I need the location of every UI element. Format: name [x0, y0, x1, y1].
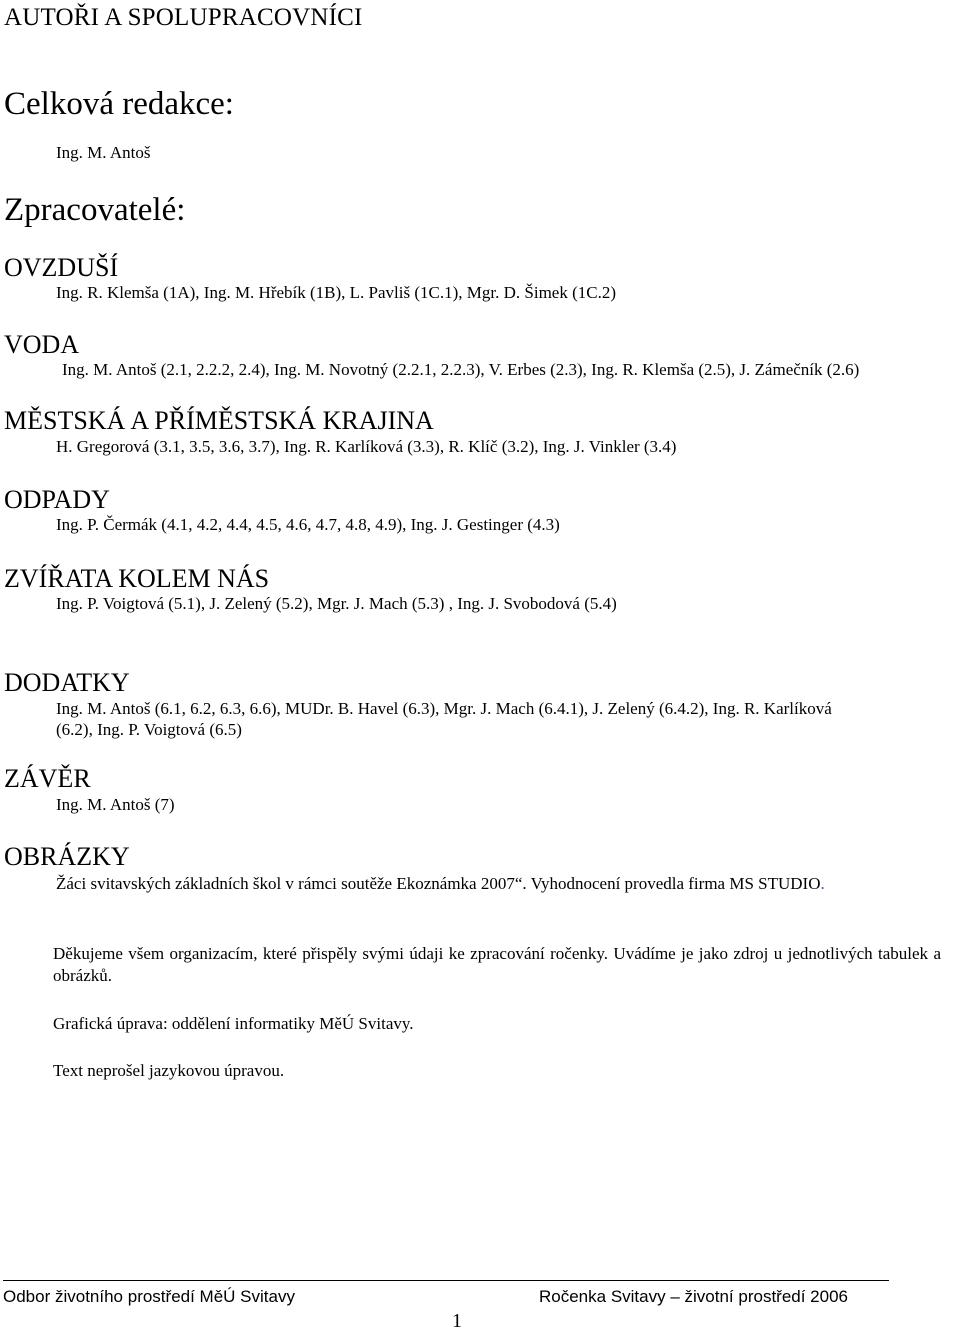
section-title-dodatky: DODATKY: [4, 668, 130, 697]
section-title-odpady: ODPADY: [4, 485, 110, 514]
section-text-obrazky: [56, 874, 825, 894]
contributors-heading: Zpracovatelé:: [4, 192, 186, 228]
section-text-voda: Ing. M. Antoš (2.1, 2.2.2, 2.4), Ing. M. Novotný (2.2.1, 2.2.3), V. Erbes (2.3), Ing. R. Klemša (2.5), J. Zámečník (2.6): [62, 360, 860, 379]
page-title: AUTOŘI A SPOLUPRACOVNÍCI: [4, 4, 363, 31]
section-title-ovzdusi: OVZDUŠÍ: [4, 253, 119, 282]
section-title-zvirata: ZVÍŘATA KOLEM NÁS: [4, 564, 270, 593]
obrazky-trailing-dot: .: [820, 874, 825, 893]
footer-left: Odbor životního prostředí MěÚ Svitavy: [3, 1287, 295, 1306]
footer-right: Ročenka Svitavy – životní prostředí 2006: [539, 1287, 848, 1306]
obrazky-text: Žáci svitavských základních škol v rámci soutěže Ekoznámka 2007“. Vyhodnocení provedla firma MS STUDIO: [56, 874, 821, 893]
section-text-dodatky-line1: Ing. M. Antoš (6.1, 6.2, 6.3, 6.6), MUDr. B. Havel (6.3), Mgr. J. Mach (6.4.1), J. Zelený (6.4.2), Ing. R. Karlíková: [56, 699, 832, 718]
footer-divider: [3, 1280, 889, 1281]
thanks-paragraph: Děkujeme všem organizacím, které přispěly svými údaji ke zpracování ročenky. Uvádíme je jako zdroj u jednotlivých tabulek a obrázků.: [53, 944, 941, 985]
editorial-name: Ing. M. Antoš: [56, 143, 151, 162]
editorial-heading: Celková redakce:: [4, 86, 234, 122]
graphics-credit: Grafická úprava: oddělení informatiky MěÚ Svitavy.: [53, 1014, 414, 1033]
proofreading-note: Text neprošel jazykovou úpravou.: [53, 1061, 285, 1080]
section-title-zaver: ZÁVĚR: [4, 764, 91, 793]
section-text-odpady: Ing. P. Čermák (4.1, 4.2, 4.4, 4.5, 4.6, 4.7, 4.8, 4.9), Ing. J. Gestinger (4.3): [56, 515, 560, 534]
section-text-ovzdusi: Ing. R. Klemša (1A), Ing. M. Hřebík (1B), L. Pavliš (1C.1), Mgr. D. Šimek (1C.2): [56, 283, 617, 302]
section-text-zvirata: Ing. P. Voigtová (5.1), J. Zelený (5.2), Mgr. J. Mach (5.3) , Ing. J. Svobodová (5.4): [56, 594, 617, 613]
section-text-krajina: H. Gregorová (3.1, 3.5, 3.6, 3.7), Ing. R. Karlíková (3.3), R. Klíč (3.2), Ing. J. Vinkler (3.4): [56, 437, 677, 456]
section-text-dodatky-line2: (6.2), Ing. P. Voigtová (6.5): [56, 720, 242, 739]
section-title-obrazky: OBRÁZKY: [4, 842, 130, 871]
page-number: 1: [452, 1310, 462, 1332]
section-title-voda: VODA: [4, 330, 80, 359]
section-title-krajina: MĚSTSKÁ A PŘÍMĚSTSKÁ KRAJINA: [4, 406, 434, 435]
section-text-zaver: Ing. M. Antoš (7): [56, 795, 175, 814]
